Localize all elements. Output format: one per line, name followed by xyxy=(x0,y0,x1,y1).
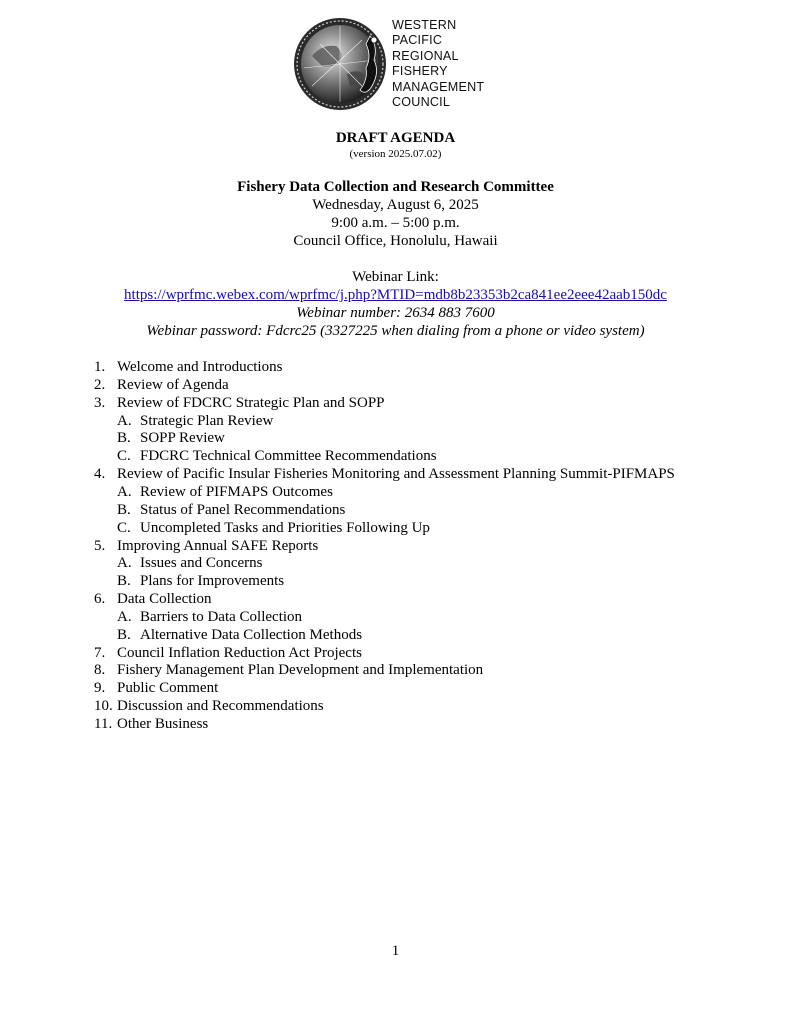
agenda-subitem-text: Uncompleted Tasks and Priorities Following Up xyxy=(140,519,430,536)
logo-line: PACIFIC xyxy=(392,33,443,48)
logo-line: REGIONAL xyxy=(392,48,459,63)
agenda-item-number: 8. xyxy=(94,662,106,679)
agenda-subitem-text: Issues and Concerns xyxy=(140,555,263,572)
council-logo xyxy=(292,16,502,112)
webinar-label: Webinar Link: xyxy=(352,269,439,285)
agenda-item-text: Review of Pacific Insular Fisheries Monitoring and Assessment Planning Summit-PIFMAPS xyxy=(117,466,675,483)
agenda-item-text: Council Inflation Reduction Act Projects xyxy=(117,644,362,661)
agenda-item-text: Review of FDCRC Strategic Plan and SOPP xyxy=(117,394,385,411)
agenda-subitem-text: Status of Panel Recommendations xyxy=(140,501,346,518)
agenda-item-text: Welcome and Introductions xyxy=(117,359,283,375)
agenda-subitem-text: Review of PIFMAPS Outcomes xyxy=(140,483,333,500)
agenda-subitem-letter: B. xyxy=(117,430,131,447)
agenda-subitem-text: Plans for Improvements xyxy=(140,573,285,590)
agenda-subitem-text: Strategic Plan Review xyxy=(140,412,274,429)
logo-line: WESTERN xyxy=(392,18,457,32)
agenda-item-number: 11. xyxy=(94,716,113,732)
webinar-password: Webinar password: Fdcrc25 (3327225 when dialing from a phone or video system) xyxy=(146,323,645,339)
page-number: 1 xyxy=(391,943,400,959)
agenda-subitem-text: FDCRC Technical Committee Recommendations xyxy=(140,448,437,465)
logo-line: COUNCIL xyxy=(392,95,451,110)
agenda-item-text: Other Business xyxy=(117,716,209,732)
logo-line: MANAGEMENT xyxy=(392,79,485,94)
meeting-location: Council Office, Honolulu, Hawaii xyxy=(293,233,498,249)
council-name xyxy=(392,18,484,110)
agenda-item-text: Review of Agenda xyxy=(117,376,229,393)
agenda-item-number: 10. xyxy=(94,698,113,715)
agenda-item-number: 1. xyxy=(94,359,106,375)
agenda-subitem-letter: B. xyxy=(117,573,131,590)
meeting-date: Wednesday, August 6, 2025 xyxy=(312,197,479,213)
logo-line: FISHERY xyxy=(392,64,448,79)
meeting-time: 9:00 a.m. – 5:00 p.m. xyxy=(331,215,460,231)
agenda-item-text: Discussion and Recommendations xyxy=(117,698,324,715)
globe-seal-icon xyxy=(292,16,390,112)
agenda-subitem-text: SOPP Review xyxy=(140,430,225,447)
agenda-item-text: Fishery Management Plan Development and Implementation xyxy=(117,662,484,679)
agenda-item-number: 4. xyxy=(94,466,106,483)
agenda-item-number: 3. xyxy=(94,394,106,411)
document-title: DRAFT AGENDA xyxy=(335,130,456,146)
agenda-item-number: 2. xyxy=(94,376,106,393)
agenda-subitem-letter: A. xyxy=(117,608,132,625)
agenda-subitem-letter: B. xyxy=(117,501,131,518)
webinar-link[interactable]: https://wprfmc.webex.com/wprfmc/j.php?MTID=mdb8b23353b2ca841ee2eee42aab150dc xyxy=(124,287,667,303)
agenda-subitem-text: Alternative Data Collection Methods xyxy=(140,626,363,643)
agenda-item-number: 6. xyxy=(94,591,106,608)
agenda-item-text: Data Collection xyxy=(117,591,212,608)
agenda-subitem-letter: A. xyxy=(117,483,132,500)
agenda-subitem-letter: A. xyxy=(117,555,132,572)
agenda-subitem-letter: C. xyxy=(117,519,131,536)
committee-name: Fishery Data Collection and Research Committee xyxy=(237,179,554,195)
agenda-item-number: 9. xyxy=(94,680,106,697)
agenda-subitem-letter: A. xyxy=(117,412,132,429)
agenda-subitem-letter: B. xyxy=(117,626,131,643)
agenda-item-number: 5. xyxy=(94,537,106,554)
agenda-subitem-letter: C. xyxy=(117,448,131,465)
agenda-item-number: 7. xyxy=(94,644,106,661)
version-label: (version 2025.07.02) xyxy=(349,148,442,160)
webinar-number: Webinar number: 2634 883 7600 xyxy=(296,305,495,321)
agenda-subitem-text: Barriers to Data Collection xyxy=(140,608,303,625)
agenda-item-text: Public Comment xyxy=(117,680,219,697)
agenda-item-text: Improving Annual SAFE Reports xyxy=(117,537,319,554)
